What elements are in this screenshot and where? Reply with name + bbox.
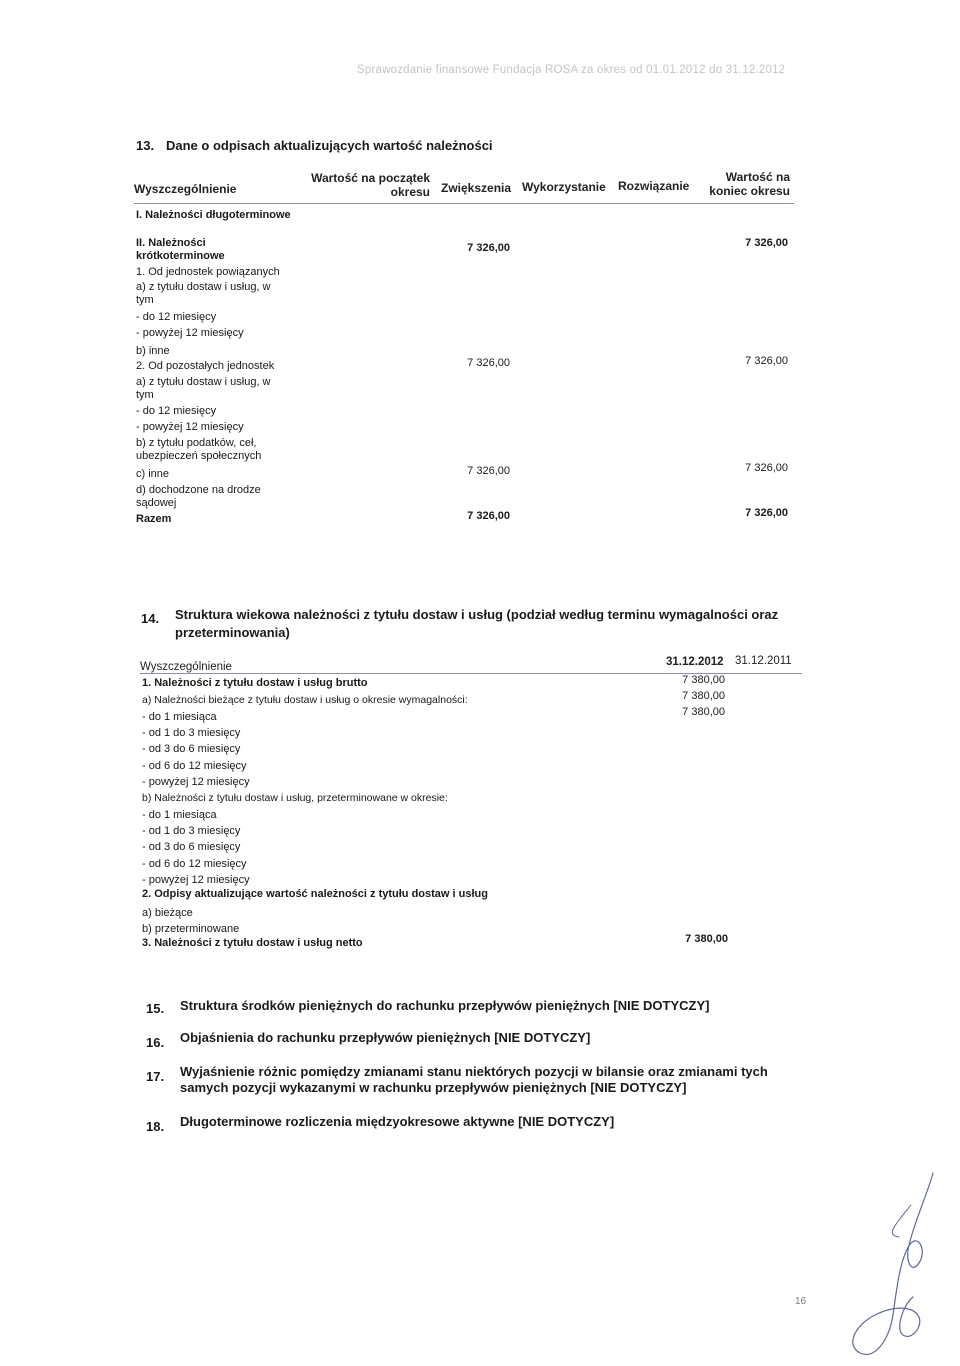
s14-row-2012: 7 380,00 xyxy=(682,706,725,718)
s14-row-label: a) Należności bieżące z tytułu dostaw i usług o okresie wymagalności: xyxy=(142,694,468,706)
section-17-number: 17. xyxy=(146,1069,165,1084)
s14-row-label: - od 1 do 3 miesięcy xyxy=(142,825,241,837)
s13-col-start-line2: okresu xyxy=(390,185,430,199)
s13-row-label: - powyżej 12 miesięcy xyxy=(136,327,244,339)
section-15-number: 15. xyxy=(146,1001,165,1016)
s13-row-label: d) dochodzone na drodze sądowej xyxy=(136,484,261,509)
s14-row-label: - powyżej 12 miesięcy xyxy=(142,874,250,886)
s13-col-end-line1: Wartość na xyxy=(725,170,790,184)
s14-row-2012: 7 380,00 xyxy=(682,674,725,686)
s14-row-label: - od 3 do 6 miesięcy xyxy=(142,743,241,755)
section-14-title-line1: Struktura wiekowa należności z tytułu dostaw i usług (podział według terminu wymagalności oraz xyxy=(175,607,779,622)
s13-col-usage: Wykorzystanie xyxy=(522,180,606,194)
s13-col-label: Wyszczególnienie xyxy=(134,182,237,196)
section-16-number: 16. xyxy=(146,1035,165,1050)
s14-row-label: - od 3 do 6 miesięcy xyxy=(142,841,241,853)
s13-row-end: 7 326,00 xyxy=(745,237,788,249)
s14-row-label: b) przeterminowane xyxy=(142,923,240,935)
s13-row-end: 7 326,00 xyxy=(745,507,788,519)
s13-col-end xyxy=(700,170,790,198)
s14-row-label: - do 1 miesiąca xyxy=(142,711,217,723)
section-13-title: Dane o odpisach aktualizujących wartość należności xyxy=(166,138,493,153)
s13-col-end-line2: koniec okresu xyxy=(709,184,790,198)
s14-row-label: - od 6 do 12 miesięcy xyxy=(142,858,247,870)
s13-row-label: a) z tytułu dostaw i usług, w tym xyxy=(136,376,271,401)
section-17-title-line2: samych pozycji wykazanymi w rachunku przepływów pieniężnych [NIE DOTYCZY] xyxy=(180,1080,687,1095)
section-15-title: Struktura środków pieniężnych do rachunku przepływów pieniężnych [NIE DOTYCZY] xyxy=(180,998,710,1013)
s13-row-label: 1. Od jednostek powiązanych xyxy=(136,266,280,278)
s13-row-label: b) z tytułu podatków, ceł, ubezpieczeń społecznych xyxy=(136,437,262,462)
s14-row-label: - do 1 miesiąca xyxy=(142,809,217,821)
s13-row-end: 7 326,00 xyxy=(745,355,788,367)
s13-header-rule xyxy=(134,203,794,204)
section-14-title-line2: przeterminowania) xyxy=(175,625,290,640)
s14-row-label: b) Należności z tytułu dostaw i usług, przeterminowane w okresie: xyxy=(142,792,448,804)
s13-col-increases: Zwiększenia xyxy=(441,181,512,195)
s14-row-label: 1. Należności z tytułu dostaw i usług brutto xyxy=(142,677,368,689)
s13-col-start-line1: Wartość na początek xyxy=(311,171,430,185)
s14-col-2011: 31.12.2011 xyxy=(735,655,792,667)
s14-row-label: 3. Należności z tytułu dostaw i usług netto xyxy=(142,937,363,949)
s13-row-increase: 7 326,00 xyxy=(467,510,510,522)
handwritten-signature xyxy=(815,1165,945,1365)
s14-row-label: 2. Odpisy aktualizujące wartość należności z tytułu dostaw i usług xyxy=(142,888,488,900)
document-header: Sprawozdanie finansowe Fundacja ROSA za okres od 01.01.2012 do 31.12.2012 xyxy=(357,64,786,76)
page-number: 16 xyxy=(795,1296,807,1307)
section-17-title-line1: Wyjaśnienie różnic pomiędzy zmianami stanu niektórych pozycji w bilansie oraz zmianami tych xyxy=(180,1064,768,1079)
s13-row-end: 7 326,00 xyxy=(745,462,788,474)
s13-row-label: II. Należności krótkoterminowe xyxy=(136,237,225,262)
section-16-title: Objaśnienia do rachunku przepływów pieniężnych [NIE DOTYCZY] xyxy=(180,1030,591,1045)
s14-row-2012: 7 380,00 xyxy=(685,933,728,945)
s13-row-increase: 7 326,00 xyxy=(467,465,510,477)
s13-row-increase: 7 326,00 xyxy=(467,357,510,369)
s13-row-label: - do 12 miesięcy xyxy=(136,405,217,417)
s13-col-release: Rozwiązanie xyxy=(618,179,690,193)
s13-row-label: c) inne xyxy=(136,468,170,480)
section-18-number: 18. xyxy=(146,1119,165,1134)
s14-row-label: - powyżej 12 miesięcy xyxy=(142,776,250,788)
s13-row-label: a) z tytułu dostaw i usług, w tym xyxy=(136,281,271,306)
section-18-title: Długoterminowe rozliczenia międzyokresowe aktywne [NIE DOTYCZY] xyxy=(180,1114,615,1129)
s13-row-increase: 7 326,00 xyxy=(467,242,510,254)
s13-row-label: Razem xyxy=(136,513,172,525)
s13-row-label: 2. Od pozostałych jednostek xyxy=(136,360,275,372)
s14-row-label: - od 1 do 3 miesięcy xyxy=(142,727,241,739)
s13-row-label: - do 12 miesięcy xyxy=(136,311,217,323)
s13-col-start xyxy=(300,171,430,199)
s14-col-2012: 31.12.2012 xyxy=(666,656,724,668)
s14-row-label: - od 6 do 12 miesięcy xyxy=(142,760,247,772)
s13-row-label: I. Należności długoterminowe xyxy=(136,209,291,221)
section-13-number: 13. xyxy=(136,138,155,153)
s14-row-label: a) bieżące xyxy=(142,907,193,919)
section-14-number: 14. xyxy=(141,611,160,626)
s14-row-2012: 7 380,00 xyxy=(682,690,725,702)
s13-row-label: b) inne xyxy=(136,345,170,357)
s13-row-label: - powyżej 12 miesięcy xyxy=(136,421,244,433)
s14-col-label: Wyszczególnienie xyxy=(140,661,232,673)
